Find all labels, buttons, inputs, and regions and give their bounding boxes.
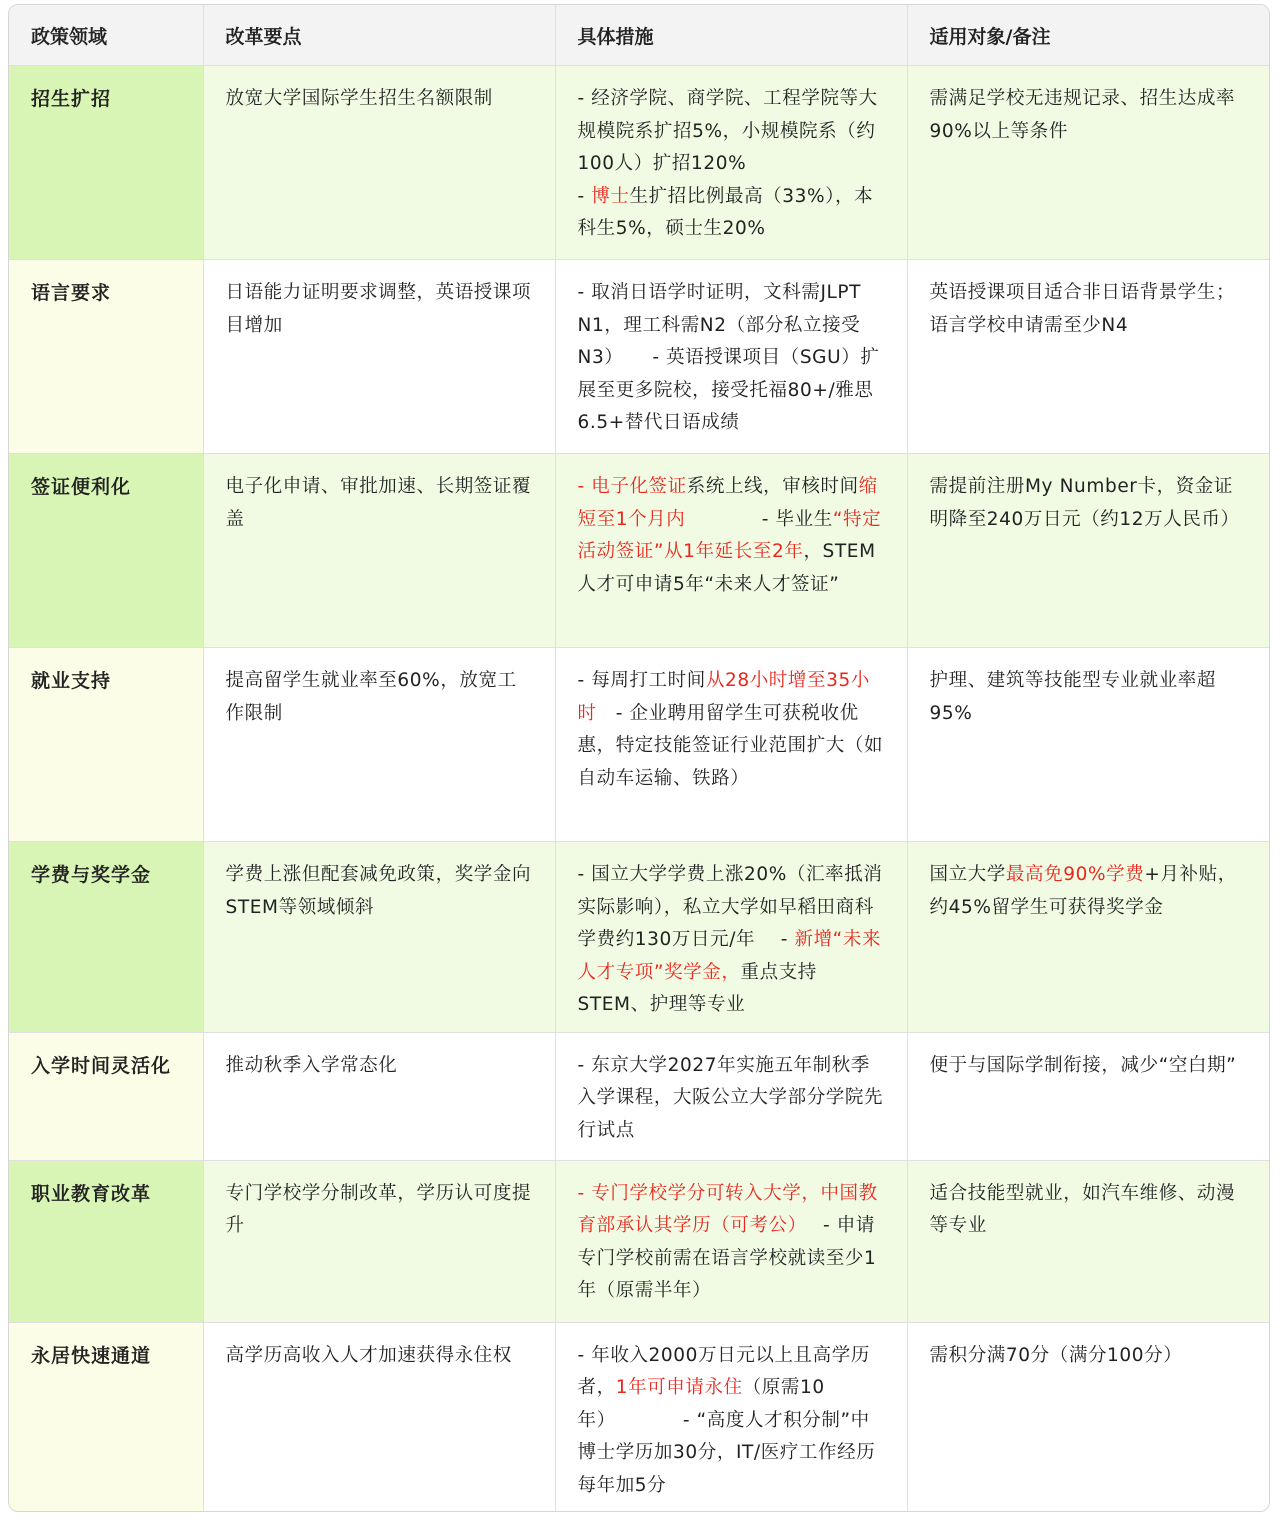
header-reform-points: 改革要点 <box>203 5 555 66</box>
measure-text: 生扩招比例最高（33%），本科生5%，硕士生20% <box>577 185 874 239</box>
measure-text: - 经济学院、商学院、工程学院等大规模院系扩招5%，小规模院系（约100人）扩招120% <box>577 88 878 174</box>
row-measures <box>555 648 907 842</box>
row-note: 需满足学校无违规记录、招生达成率90%以上等条件 <box>907 66 1269 260</box>
row-domain: 职业教育改革 <box>9 1160 203 1322</box>
row-domain: 就业支持 <box>9 648 203 842</box>
row-measures <box>555 1160 907 1322</box>
measure-text: - 年收入2000万日元以上且高学历者， <box>577 1344 870 1398</box>
measure-text: - 每周打工时间 <box>577 670 706 691</box>
row-measures <box>555 260 907 454</box>
measure-highlight: 博士 <box>591 185 630 207</box>
row-note: 便于与国际学制衔接，减少“空白期” <box>907 1032 1269 1160</box>
table-row <box>9 66 1269 260</box>
measure-highlight: - 电子化签证 <box>577 476 687 497</box>
measure-highlight: 1年可申请永住 <box>615 1377 743 1398</box>
measure-highlight: “特定活动签证”从1年延长至2年 <box>577 508 882 562</box>
row-domain: 学费与奖学金 <box>9 842 203 1033</box>
row-measures <box>555 1032 907 1160</box>
measure-highlight: - 专门学校学分可转入大学，中国教育部承认其学历（可考公） <box>577 1182 878 1236</box>
row-measures <box>555 454 907 648</box>
measure-text: - 毕业生 <box>685 508 833 530</box>
row-reform: 提高留学生就业率至60%，放宽工作限制 <box>203 648 555 842</box>
measure-text: （原需10年） - “高度人才积分制”中博士学历加30分，IT/医疗工作经历每年加5分 <box>577 1377 876 1496</box>
row-reform: 专门学校学分制改革，学历认可度提升 <box>203 1160 555 1322</box>
row-note <box>907 842 1269 1033</box>
row-domain: 签证便利化 <box>9 454 203 648</box>
row-reform: 放宽大学国际学生招生名额限制 <box>203 66 555 260</box>
measure-text: 系统上线，审核时间 <box>686 476 859 497</box>
table-header-row <box>9 5 1269 66</box>
table-row <box>9 1032 1269 1160</box>
measure-highlight: 从28小时增至35小时 <box>577 670 870 724</box>
measure-highlight: 新增“未来人才专项”奖学金， <box>577 929 882 983</box>
measure-text: - 企业聘用留学生可获税收优惠，特定技能签证行业范围扩大（如自动车运输、铁路） <box>577 702 884 789</box>
row-note: 适合技能型就业，如汽车维修、动漫等专业 <box>907 1160 1269 1322</box>
row-reform: 推动秋季入学常态化 <box>203 1032 555 1160</box>
header-applicable-notes: 适用对象/备注 <box>907 5 1269 66</box>
header-policy-domain: 政策领域 <box>9 5 203 66</box>
measure-text: - 东京大学2027年实施五年制秋季入学课程，大阪公立大学部分学院先行试点 <box>577 1054 884 1141</box>
note-highlight: 最高免90%学费 <box>1005 864 1145 885</box>
row-measures <box>555 842 907 1033</box>
table-row <box>9 648 1269 842</box>
row-note: 需积分满70分（满分100分） <box>907 1322 1269 1512</box>
measure-text: - 取消日语学时证明，文科需JLPT N1，理工科需N2（部分私立接受N3） - 英语授课项目（SGU）扩展至更多院校，接受托福80+/雅思6.5+替代日语成绩 <box>577 282 880 433</box>
measure-text: 重点支持STEM、护理等专业 <box>577 961 817 1015</box>
row-note: 护理、建筑等技能型专业就业率超95% <box>907 648 1269 842</box>
table-row <box>9 1322 1269 1512</box>
row-note: 英语授课项目适合非日语背景学生；语言学校申请需至少N4 <box>907 260 1269 454</box>
row-reform: 日语能力证明要求调整，英语授课项目增加 <box>203 260 555 454</box>
row-reform: 高学历高收入人才加速获得永住权 <box>203 1322 555 1512</box>
measure-text: - 国立大学学费上涨20%（汇率抵消实际影响），私立大学如早稻田商科学费约130万日元/年 - <box>577 864 883 950</box>
row-domain: 入学时间灵活化 <box>9 1032 203 1160</box>
table-row <box>9 842 1269 1033</box>
row-domain: 语言要求 <box>9 260 203 454</box>
measure-text: ，STEM人才可申请5年“未来人才签证” <box>577 541 876 595</box>
measure-text: - 申请专门学校前需在语言学校就读至少1年（原需半年） <box>577 1215 877 1301</box>
row-note: 需提前注册My Number卡，资金证明降至240万日元（约12万人民币） <box>907 454 1269 648</box>
row-domain: 永居快速通道 <box>9 1322 203 1512</box>
row-reform: 电子化申请、审批加速、长期签证覆盖 <box>203 454 555 648</box>
table-row <box>9 454 1269 648</box>
row-reform: 学费上涨但配套减免政策，奖学金向STEM等领域倾斜 <box>203 842 555 1033</box>
measure-text: - <box>577 185 592 207</box>
table-row <box>9 260 1269 454</box>
note-text: +月补贴，约45%留学生可获得奖学金 <box>929 864 1237 918</box>
measure-highlight: 缩短至1个月内 <box>577 476 878 530</box>
note-text: 国立大学 <box>929 864 1006 885</box>
policy-table-container <box>8 4 1270 1512</box>
row-domain: 招生扩招 <box>9 66 203 260</box>
policy-table <box>9 5 1269 1512</box>
table-row <box>9 1160 1269 1322</box>
header-measures: 具体措施 <box>555 5 907 66</box>
row-measures <box>555 1322 907 1512</box>
row-measures <box>555 66 907 260</box>
